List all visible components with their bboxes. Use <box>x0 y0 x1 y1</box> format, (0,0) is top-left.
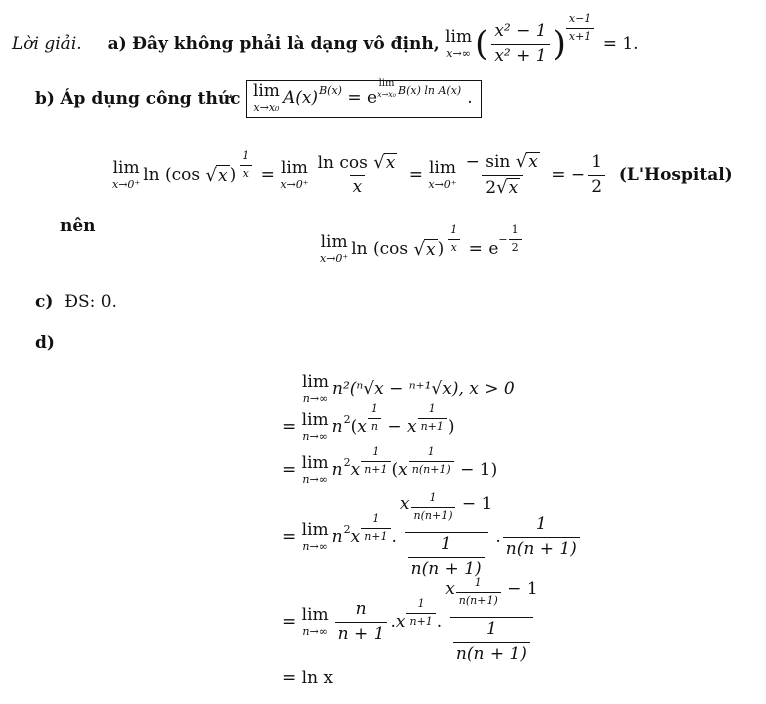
part-a-exponent: $\frac{x-1}{x+1}$ <box>566 13 594 43</box>
part-a-fraction: $\frac{\text{x² − 1}}{\text{x² + 1}}$ <box>491 22 549 66</box>
sqrt-x: √ x <box>205 164 228 186</box>
solution-label: Lời giải. <box>12 34 82 55</box>
part-a-label: a) <box>107 34 127 55</box>
part-a-lim: lim x→∞ <box>445 27 473 61</box>
formula-box: lim x→x₀ A(x) B(x) = e lim x→x₀ B(x) ln A(x) . <box>246 80 482 118</box>
part-c-label: c) <box>35 292 54 312</box>
part-d-line-3: = lim n→∞ n 2 x $\frac{1}{n+1}$ ( x $\frac{1}{n(n+1)}$ − 1) <box>282 445 498 487</box>
part-a-result: = 1. <box>602 34 639 55</box>
word-nen: nên <box>60 216 96 236</box>
part-d-line-4: = lim n→∞ n 2 x $\frac{1}{n+1}$ . x $\frac{1}{n(n+1)}$ − 1 $\frac{1}{n(n + 1)}$ . $\frac{1}{n(n + 1)}$ <box>282 495 582 579</box>
part-c-line <box>35 292 117 312</box>
part-d-line-5: = lim n→∞ $\frac{n}{n + 1}$ . x $\frac{1}{n+1}$ . x $\frac{1}{n(n+1)}$ − 1 $\frac{1}{n(n + 1)}$ <box>282 576 538 664</box>
part-d-label: d) <box>35 333 55 353</box>
right-paren: ) <box>552 24 566 65</box>
part-a-text: Đây không phải là dạng vô định, <box>132 34 440 55</box>
part-d-line-2: = lim n→∞ n 2 ( x $\frac{1}{n}$ − x $\frac{1}{n+1}$ ) <box>282 402 455 444</box>
part-b-label: b) <box>35 89 55 109</box>
lhospital-note: (L'Hospital) <box>618 165 733 186</box>
part-d-line-1: lim n→∞ n²(ⁿ√x − ⁿ⁺¹√x), x > 0 <box>302 372 515 405</box>
part-b-line <box>35 80 482 118</box>
part-c-text: ĐS: 0. <box>64 292 117 312</box>
part-a-line <box>12 11 639 66</box>
part-b-text: Áp dụng công thức <box>60 89 241 109</box>
part-b-conclusion: lim x→0⁺ ln (cos √ x ) $\frac{1}{x}$ = e − $\frac{1}{2}$ <box>320 232 523 264</box>
part-b-computation: lim x→0⁺ ln (cos √ x ) $\frac{1}{x}$ = lim x→0⁺ ln cos √ x x = lim x→0⁺ − sin √ x 2 √ x = − $\frac{1}{2}$ (L'Hospital) <box>112 149 733 198</box>
left-paren: ( <box>475 24 489 65</box>
part-d-line-6: = ln x <box>282 668 334 688</box>
